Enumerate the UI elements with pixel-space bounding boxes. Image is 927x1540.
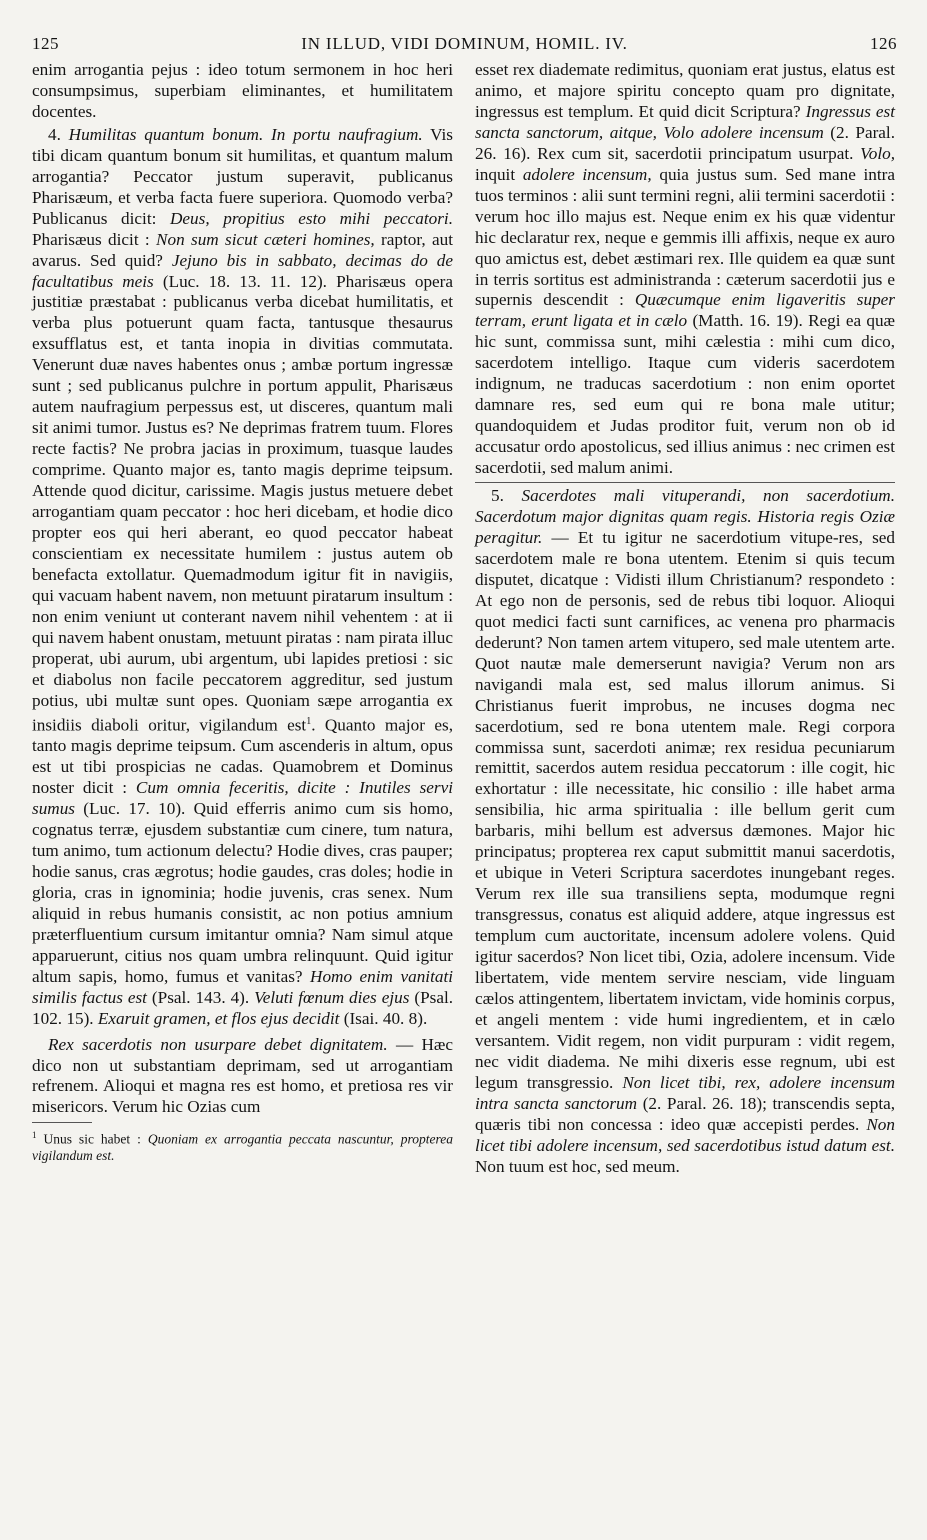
text: raptor, aut avarus. Sed quid? xyxy=(32,229,454,270)
dash: — xyxy=(387,1034,422,1054)
text: Hæc dico non ut substantiam deprimam, sed ut arrogantiam refrenem. Alioqui et magna res est homo, et pretiosa res vir misericors. Verum hic Ozias cum xyxy=(32,1034,453,1117)
section-number: 4. xyxy=(48,124,61,144)
quote: Jejuno bis in sabbato, decimas do de facultatibus meis xyxy=(32,250,454,291)
page-header xyxy=(32,26,897,56)
section-title: Sacerdotes mali vituperandi, non sacerdotium. Sacerdotum major dignitas quam regis. Historia regis Oziæ peragitur. xyxy=(475,486,896,547)
reference: (2. Paral. 26. 18); xyxy=(642,1093,767,1113)
reference: (Luc. 18. 13. 11. 12). xyxy=(162,271,327,291)
quote: Volo, xyxy=(860,143,895,163)
footnote xyxy=(32,1127,453,1164)
reference: (Isai. 40. 8). xyxy=(343,1008,428,1028)
footnote-divider xyxy=(32,1122,92,1123)
running-title: IN ILLUD, VIDI DOMINUM, HOMIL. IV. xyxy=(301,34,628,53)
quote: Ingressus est sancta sanctorum, aitque, Volo adolere incensum xyxy=(475,101,896,142)
text: Vis tibi dicam quantum bonum sit humilitas, et quantum malum arrogantia? Peccator justum superavit, publicanus Pharisæum, et verba facta fuere superiora. Quomodo verba? Publicanus dicit: xyxy=(32,124,453,228)
quote: adolere incensum, xyxy=(522,164,652,184)
paragraph xyxy=(475,60,895,479)
text: Pharisæus dicit : xyxy=(32,229,150,249)
quote: Homo enim vanitati similis factus est xyxy=(32,966,453,1007)
text: Unus sic habet : xyxy=(43,1131,141,1147)
quote: Non licet tibi adolere incensum, sed sacerdotibus istud datum est. xyxy=(475,1114,895,1155)
quote: Deus, propitius esto mihi peccatori. xyxy=(170,208,453,228)
text: esset rex diademate redimitus, quoniam erat justus, elatus est animo, et majore spiritu concepto quam pro dignitate, ingressus est templum. Et quid dicit Scriptura? xyxy=(475,60,895,121)
page-number-right: 126 xyxy=(870,34,897,53)
text: Quid efferris animo cum sis homo, cognatus terræ, ejusdem substantiæ cum cinere, tum natura, tum animo, tum actionum delectu? Hodie dives, cras pauper; hodie sanus, cras ægrotus; hodie gaudes, cras doles; hodie in gloria, cras in ignominia; hodie juvenis, cras senex. Num aliquid in rebus humanis consistit, ac non potius amnium præterfluentium cursum imitantur omnia? Nam simul atque apparuerunt, citius nos quam umbra relinquunt. Quid igitur altum sapis, homo, fumus et vanitas? xyxy=(32,799,454,986)
text: Non tuum est hoc, sed meum. xyxy=(475,1156,680,1176)
text: transcendis septa, quæris tibi non concessa : ideo quæ accepisti perdes. xyxy=(475,1093,896,1134)
left-column xyxy=(32,60,453,1164)
quote: Quoniam ex arrogantia peccata nascuntur, propterea vigilandum est. xyxy=(32,1131,453,1163)
text: inquit xyxy=(475,164,516,184)
text: quia justus sum. Sed mane intra tuos terminos : alii sunt termini regni, alii termini sacerdotii : verum hoc illo majus est. Neque enim ex his quæ videntur hic declaratur rex, neque e gemmis illi affixis, neque ex auro quo amictus est, debet æstimari rex. Ille quidem ea quæ sunt in terris sortitus est administranda : cæterum sacerdotii jus e supernis descendit : xyxy=(475,164,896,310)
footnote-marker: 1 xyxy=(306,715,312,727)
quote: Non licet tibi, rex, adolere incensum intra sancta sanctorum xyxy=(475,1072,895,1113)
text: . Quanto major es, tanto magis deprime teipsum. Cum ascenderis in altum, opus est ut tibi prospicias ne cadas. Quamobrem et Dominus noster dicit : xyxy=(32,715,453,798)
right-column xyxy=(475,60,895,1178)
section-title: Rex sacerdotis non usurpare debet dignitatem. xyxy=(48,1034,388,1054)
footnote-number: 1 xyxy=(32,1130,37,1141)
section-divider xyxy=(475,482,895,483)
reference: (Matth. 16. 19). xyxy=(692,311,803,331)
text: Rex cum sit, sacerdotii principatum usurpat. xyxy=(537,143,854,163)
section-title: Humilitas quantum bonum. In portu naufragium. xyxy=(68,124,423,144)
text: Regi ea quæ hic sunt, commissa sunt, mihi cælestia : mihi cum dico, sacerdotem intelligo. Itaque cum videris sacerdotem indignum, ne traducas sacerdotium : non enim oportet damnare res, sed eum qui re bona male utitur; quandoquidem et Judas proditor fuit, verum non ob id accusatur ordo apostolicus, sed illius animus : nec crimen est sacerdotii, sed malum animi. xyxy=(475,311,896,478)
paragraph xyxy=(32,60,453,123)
quote: Cum omnia feceritis, dicite : Inutiles servi sumus xyxy=(32,778,454,819)
text: Pharisæus opera justitiæ præstabat : publicanus verba dicebat humilitatis, et verba plus potuerunt quam facta, tantusque thesaurus exsufflatus est, et tanta inopia in divitias commutata. Venerunt duæ naves habentes onus ; ambæ portum ingressæ sunt ; sed publicanus pulchre in portum appulit, Pharisæus autem naufragium perpessus est, ut disceres, quantum mali sit animi tumor. Justus es? Ne deprimas fratrem tuum. Flores recte factis? Ne probra jacias in proximum, tuasque laudes comprime. Quanto major es, tanto magis deprime teipsum. Attende quod dicitur, carissime. Magis justus metuere debet arrogantiam quam peccator : hoc heri dicebam, et hodie dico propter eos qui heri aberant, eo quod peccator habeat conscientiam ex necessitate humilem : justus autem ob benefacta extollatur. Quemadmodum igitur fit in navigiis, qui vacuam habent navem, non metuunt piratarum insultum : non enim veniunt ut conterant navem nihil vehentem : at ii qui navem habent onustam, metuunt piratas : nam pirata illuc properat, ubi aurum, ubi argentum, ubi lapides pretiosi : sic et diabolus non facile peccatorem aggreditur, sed justum potius, ubi multæ sunt opes. Quoniam sæpe arrogantia ex insidiis diaboli oritur, vigilandum est xyxy=(32,271,454,735)
text: Et tu igitur ne sacerdotium vitupe-res, sed sacerdotem male re bona utentem. Etenim si quis tecum disputet, dicatque : Vidisti illum Christianum? respondeto : At ego non de personis, sed de rebus tibi loquor. Alioqui quot medici facti sunt carnifices, ac venena pro pharmacis dederunt? Non tamen artem vitupero, sed male utentem arte. Quot nautæ male demerserunt navigia? Verum non ars navigandi mala est, sed malus illorum animus. Si Christianus fuerit improbus, ne incuses dogma nec sacerdotium, sed re bona utentem male. Regi corpora commissa sunt, sacerdoti animæ; rex residua pecuniarum remittit, sacerdos autem residua peccatorum : ille cogit, hic exhortatur : ille necessitate, hic consilio : ille habet arma sensibilia, hic arma spiritualia : ille bellum gerit cum barbaris, mihi bellum est adversus dæmones. Major hic principatus; propterea rex caput submittit manui sacerdotis, et ubique in Veteri Scriptura sacerdotes inungebant reges. Verum rex ille sua transiliens septa, modumque regni transgressus, conatus est aliquid addere, atque ingressus est templum cum auctoritate, incensum adolere volens. Quid igitur sacerdos? Non licet tibi, Ozia, adolere incensum. Vide libertatem, vide mentem servire nesciam, vide linguam cælos attingentem, libertatem invictam, vide hominis corpus, et angeli mentem : vide humi ingredientem, et in cælo versantem. Vidit regem, non vidit purpuram : vidit regem, nec vidit diadema. Ne mihi dixeris esse regnum, ubi est legum transgressio. xyxy=(475,527,895,1092)
dash: — xyxy=(542,527,578,547)
reference: (2. Paral. 26. 16). xyxy=(475,122,895,163)
text: enim arrogantia pejus : ideo totum sermonem in hoc heri consumpsimus, superbiam eliminantes, et humilitatem docentes. xyxy=(32,60,453,121)
quote: Exaruit gramen, et flos ejus decidit xyxy=(97,1008,340,1028)
section-4 xyxy=(32,125,453,1030)
section-rex xyxy=(32,1035,453,1119)
reference: (Psal. 143. 4). xyxy=(151,987,250,1007)
quote: Veluti fœnum dies ejus xyxy=(254,987,410,1007)
page-number-left: 125 xyxy=(32,34,59,53)
section-number: 5. xyxy=(491,486,504,506)
reference: (Psal. 102. 15). xyxy=(32,987,454,1028)
quote: Quæcumque enim ligaveritis super terram, erunt ligata et in cælo xyxy=(475,290,895,331)
quote: Non sum sicut cæteri homines, xyxy=(156,229,375,249)
section-5 xyxy=(475,486,895,1177)
reference: (Luc. 17. 10). xyxy=(83,799,186,819)
